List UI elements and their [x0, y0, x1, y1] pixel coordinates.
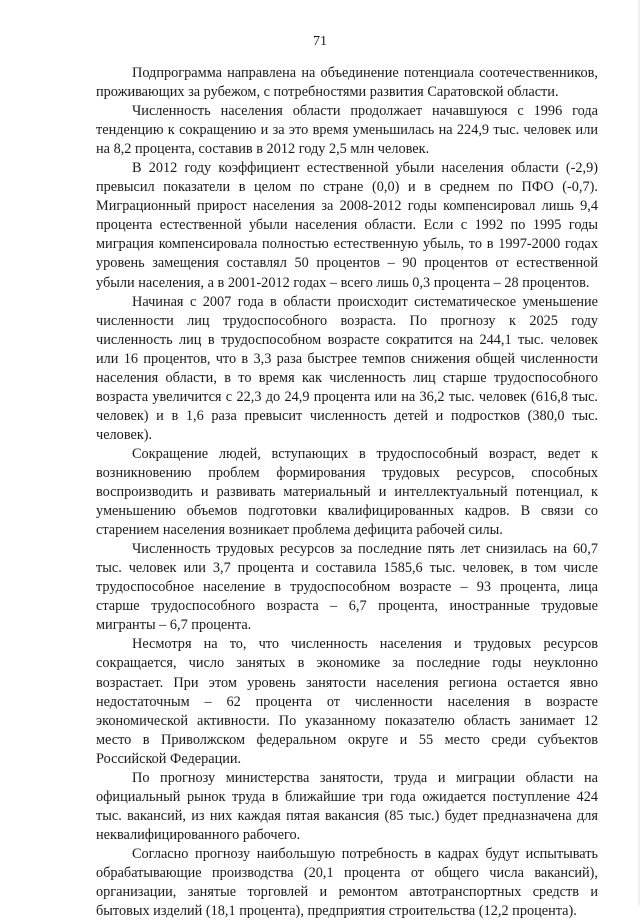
paragraph: Численность населения области продолжает начавшуюся с 1996 года тенденцию к сокращению и за это время уменьшилась на 224,9 тыс. человек или на 8,2 процента, составив в 2012 году 2,5 млн человек. — [96, 103, 598, 158]
document-body — [96, 64, 598, 921]
paragraph: В 2012 году коэффициент естественной убыли населения области (-2,9) превысил показатели в целом по стране (0,0) и в среднем по ПФО (-0,7). Миграционный прирост населения за 2008-2012 годы компенсировал лишь 9,4 процента естественной убыли населения области. Если с 1992 по 1995 годы миграция компенсировала полностью естественную убыль, то в 1997-2000 годах уровень замещения составлял 50 процентов – 90 процентов от естественной убыли населения, а в 2001-2012 годах – всего лишь 0,3 процента – 28 процентов. — [96, 160, 598, 291]
paragraph: По прогнозу министерства занятости, труда и миграции области на официальный рынок труда в ближайшие три года ожидается поступление 424 тыс. вакансий, из них каждая пятая вакансия (85 тыс.) будет предназначена для неквалифицированного рабочего. — [96, 769, 598, 843]
paragraph: Несмотря на то, что численность населения и трудовых ресурсов сокращается, число занятых в экономике за последние годы неуклонно возрастает. При этом уровень занятости населения региона остается явно недостаточным – 62 процента от численности населения в возрасте экономической активности. По указанному показателю область занимает 12 место в Приволжском федеральном округе и 55 место среди субъектов Российской Федерации. — [96, 636, 598, 767]
paragraph: Численность трудовых ресурсов за последние пять лет снизилась на 60,7 тыс. человек или 3,7 процента и составила 1585,6 тыс. человек, в том числе трудоспособное население в трудоспособном возрасте – 93 процента, лица старше трудоспособного возраста – 6,7 процента, иностранные трудовые мигранты – 6,7 процента. — [96, 541, 598, 634]
paragraph: Подпрограмма направлена на объединение потенциала соотечественников, проживающих за рубежом, с потребностями развития Саратовской области. — [96, 65, 598, 101]
paragraph: Начиная с 2007 года в области происходит систематическое уменьшение численности лиц трудоспособного возраста. По прогнозу к 2025 году численность лиц в трудоспособном возрасте сократится на 244,1 тыс. человек или 16 процентов, что в 3,3 раза быстрее темпов снижения общей численности населения области, в то время как численность лиц старше трудоспособного возраста увеличится с 22,3 до 24,9 процента или на 36,2 тыс. человек (616,8 тыс. человек) и в 1,6 раза превысит численность детей и подростков (380,0 тыс. человек). — [96, 293, 598, 443]
paragraph: Согласно прогнозу наибольшую потребность в кадрах будут испытывать обрабатывающие производства (20,1 процента от общего числа вакансий), организации, занятые торговлей и ремонтом автотранспортных средств и бытовых изделий (18,1 процента), предприятия строительства (12,2 процента). — [96, 845, 598, 920]
paragraph: Сокращение людей, вступающих в трудоспособный возраст, ведет к возникновению проблем формирования трудовых ресурсов, способных воспроизводить и развивать материальный и интеллектуальный потенциал, к уменьшению объемов подготовки квалифицированных кадров. В связи со старением населения возникает проблема дефицита рабочей силы. — [96, 445, 598, 539]
page-number: 71 — [313, 34, 327, 49]
